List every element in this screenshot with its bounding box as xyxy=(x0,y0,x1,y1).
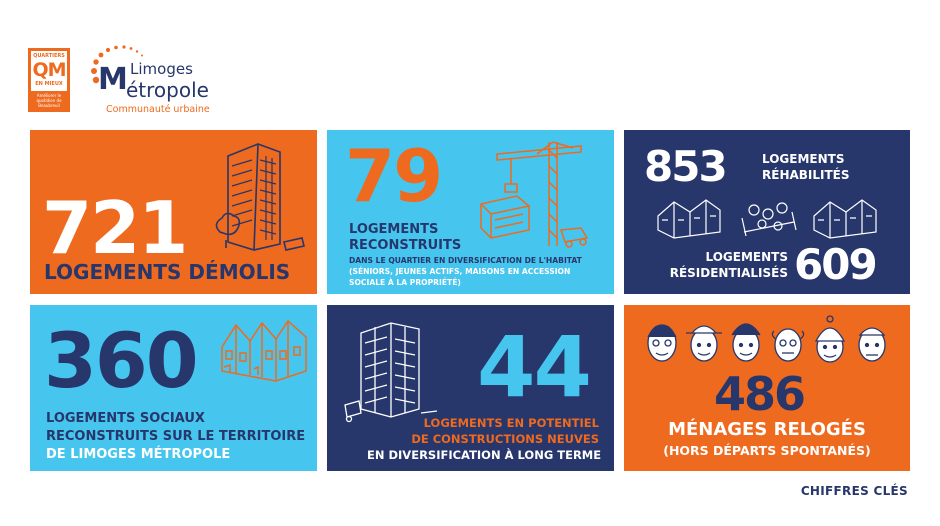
building-construction-illustration xyxy=(341,313,451,423)
tower-illustration xyxy=(210,136,310,256)
stat-label-line1: LOGEMENTS EN POTENTIEL xyxy=(423,416,599,430)
crane-illustration xyxy=(477,134,607,254)
townhouses-illustration xyxy=(216,311,316,391)
logo-line2: étropole xyxy=(126,78,209,102)
stat-sub-line1: DANS LE QUARTIER EN DIVERSIFICATION DE L'HABITAT xyxy=(349,256,582,265)
houses-illustration xyxy=(654,192,884,242)
stat-sub-line3: SOCIALE À LA PROPRIÉTÉ) xyxy=(349,278,461,287)
qm-logo-foot: Améliorer le quotidien de Beaubreuil xyxy=(31,91,67,109)
logo-line1: Limoges xyxy=(130,60,193,78)
card-menages-reloges xyxy=(624,305,910,471)
stat-label-bottom-line1: LOGEMENTS xyxy=(705,250,788,264)
stat-number-853: 853 xyxy=(644,142,726,191)
qm-logo-sub: EN MIEUX xyxy=(35,81,63,87)
stat-label-top-line1: LOGEMENTS xyxy=(762,152,845,166)
stat-label-top-line2: RÉHABILITÉS xyxy=(762,168,850,182)
qm-logo-top: QUARTIERS xyxy=(33,53,65,59)
stat-title-line2: RECONSTRUITS xyxy=(349,238,462,253)
stat-label-demolis: LOGEMENTS DÉMOLIS xyxy=(44,260,291,284)
logo-initial: M xyxy=(98,62,128,97)
card-logements-reconstruits xyxy=(327,130,614,294)
stat-label-line2: RECONSTRUITS SUR LE TERRITOIRE xyxy=(46,429,306,444)
stat-number-79: 79 xyxy=(345,134,442,218)
stat-number-360: 360 xyxy=(44,316,197,405)
stat-label-line1: LOGEMENTS SOCIAUX xyxy=(46,411,205,426)
stat-label-bottom-line2: RÉSIDENTIALISÉS xyxy=(669,266,788,280)
stat-sub-line2: (SÉNIORS, JEUNES ACTIFS, MAISONS EN ACCESSION xyxy=(349,267,571,276)
qm-logo-title: QM xyxy=(32,59,66,81)
stat-label-line1: MÉNAGES RELOGÉS xyxy=(668,419,866,440)
stat-label-line3: DE LIMOGES MÉTROPOLE xyxy=(46,447,231,462)
limoges-metropole-logo xyxy=(86,44,236,118)
card-logements-demolis xyxy=(30,130,317,294)
stat-label-line2: DE CONSTRUCTIONS NEUVES xyxy=(411,432,599,446)
stat-title-line1: LOGEMENTS xyxy=(349,222,439,237)
stat-number-44: 44 xyxy=(477,318,590,416)
qm-logo xyxy=(28,48,70,112)
stat-number-721: 721 xyxy=(42,186,187,270)
stat-label-line2: (HORS DÉPARTS SPONTANÉS) xyxy=(663,443,871,458)
logo-line3: Communauté urbaine xyxy=(106,104,210,115)
stat-label-line3: EN DIVERSIFICATION À LONG TERME xyxy=(367,448,602,462)
stat-number-486: 486 xyxy=(714,367,805,421)
card-logements-potentiel xyxy=(327,305,614,471)
faces-illustration xyxy=(642,313,892,373)
card-logements-sociaux xyxy=(30,305,317,471)
stat-number-609: 609 xyxy=(794,240,876,289)
footer-label: CHIFFRES CLÉS xyxy=(800,484,908,498)
card-logements-rehabilites xyxy=(624,130,910,294)
